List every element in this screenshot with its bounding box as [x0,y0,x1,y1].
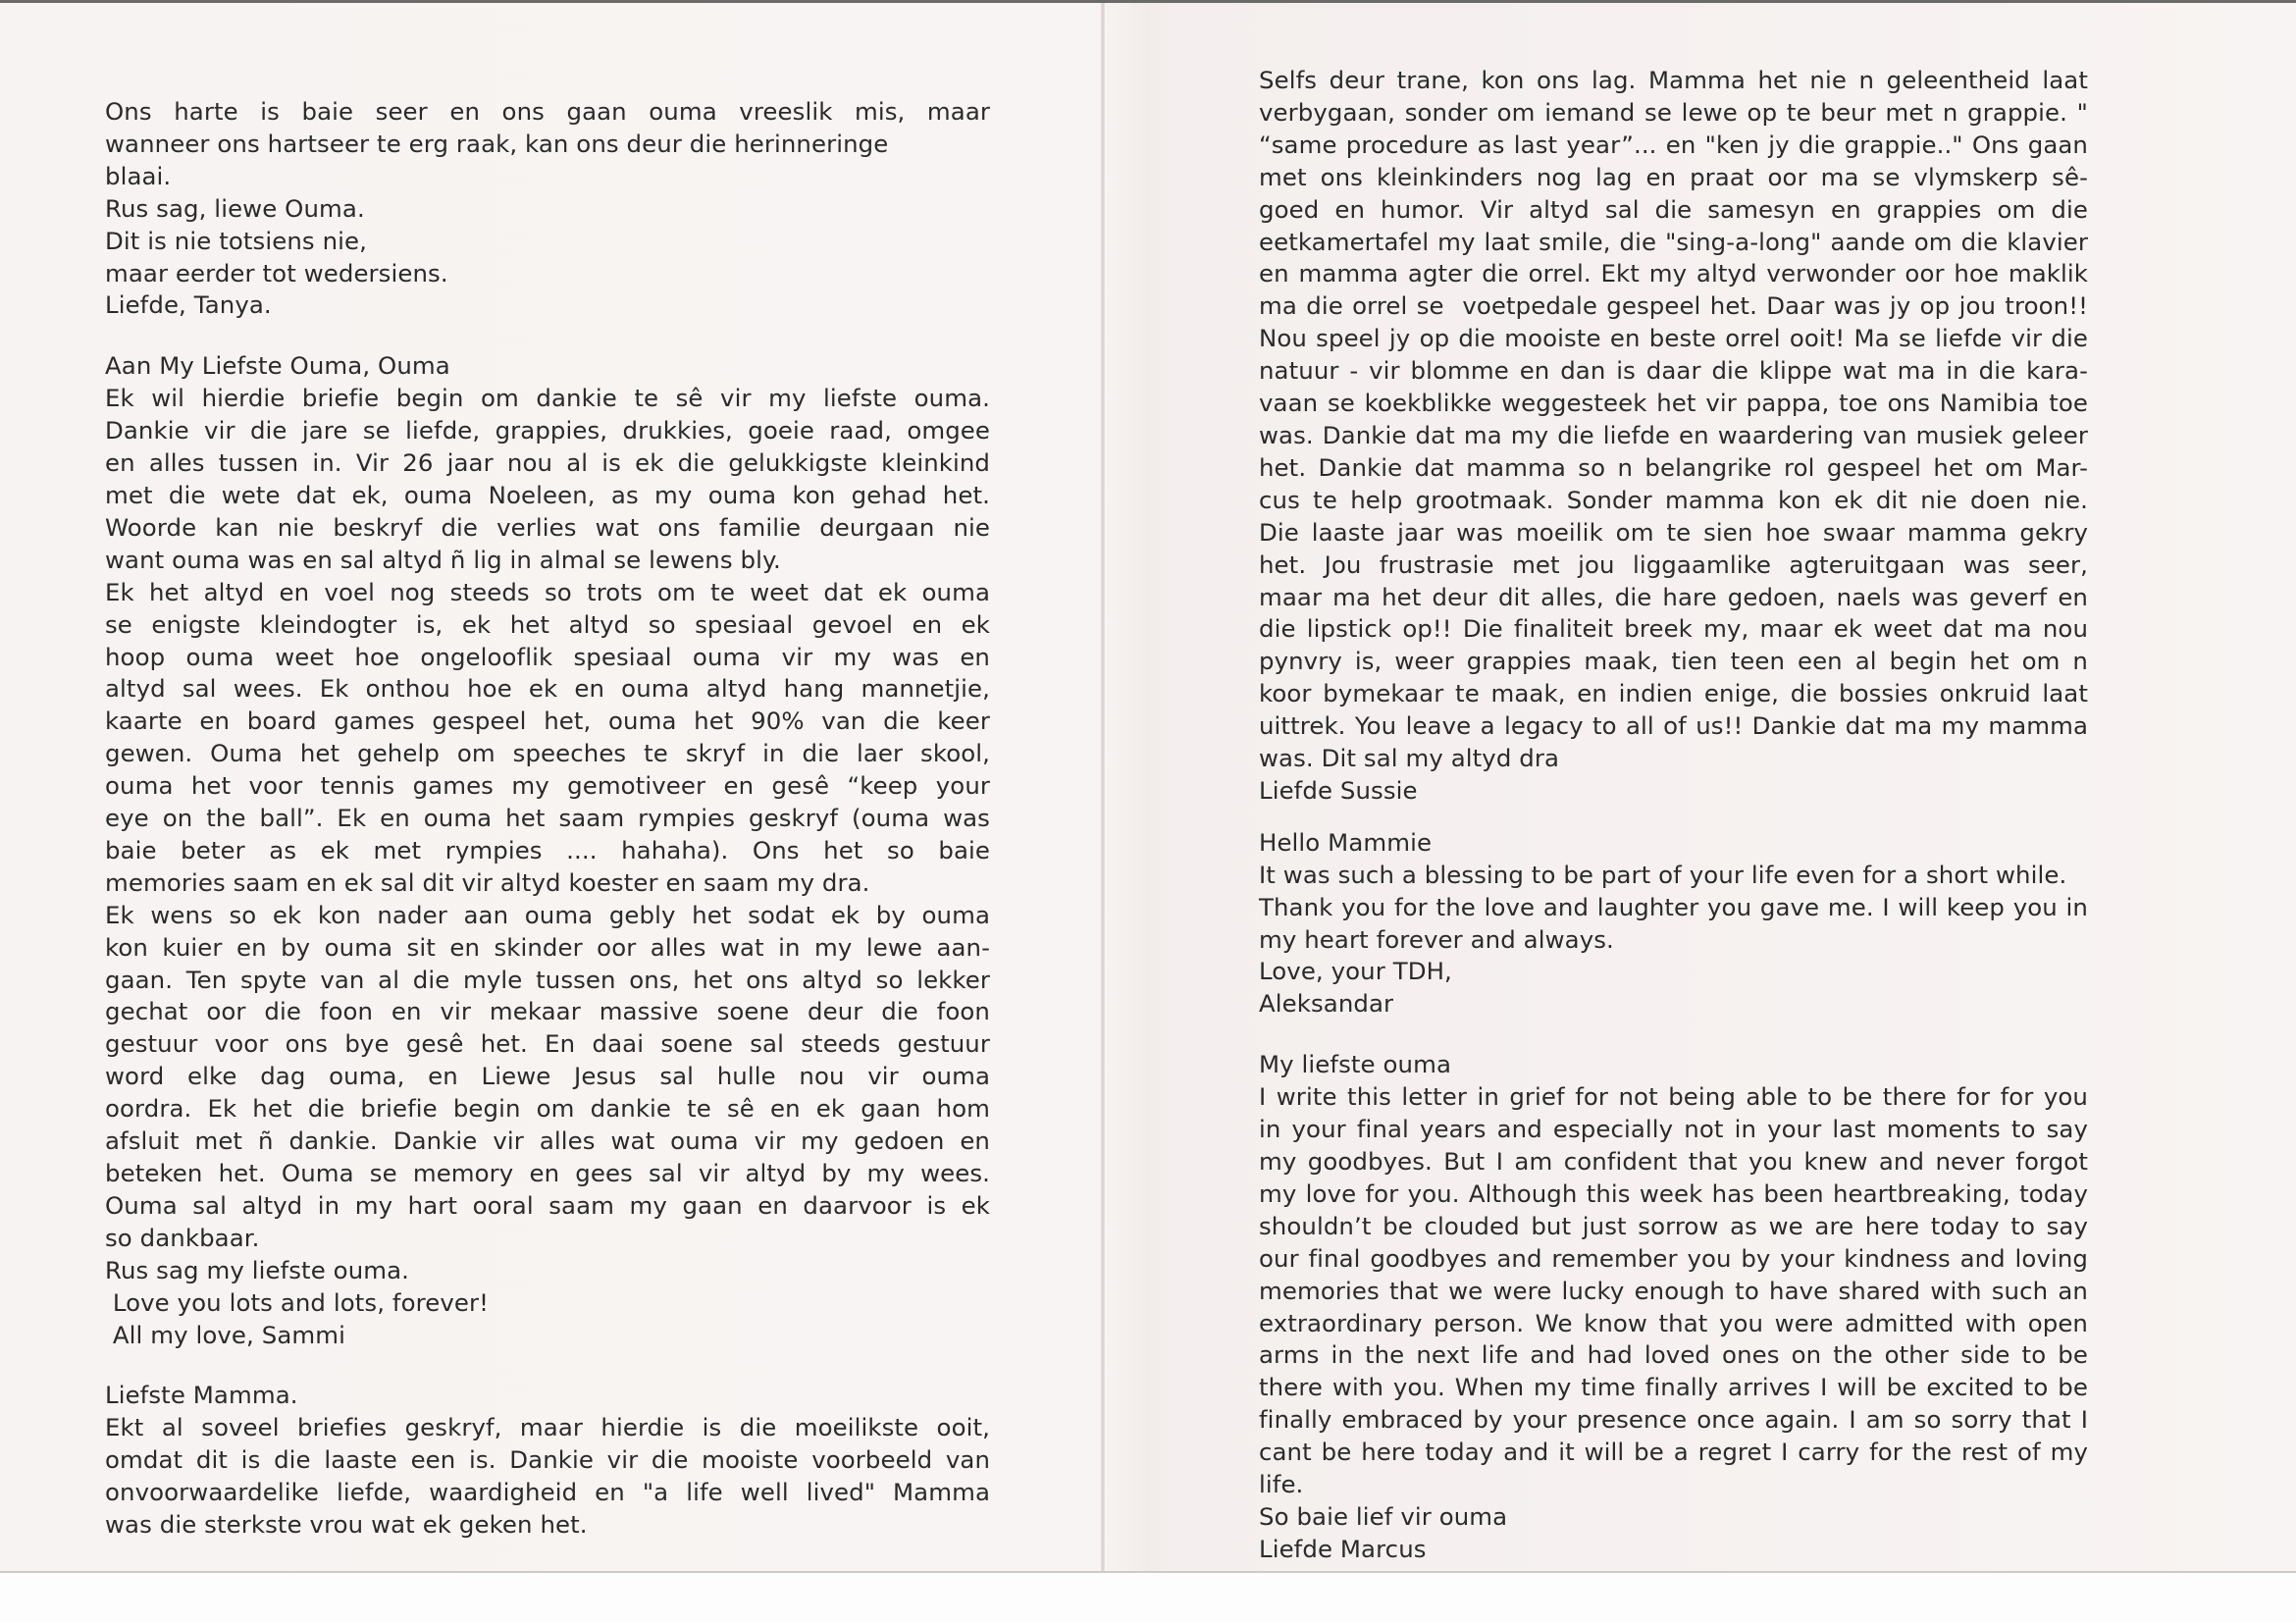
text-line: Ek het altyd en voel nog steeds so trots om te weet dat ek ouma [105,577,990,606]
letter-sussie-part1 [105,1380,990,1542]
text-line: gestuur voor ons bye gesê het. En daai soene sal steeds gestuur [105,1029,990,1059]
text-line: was. Dit sal my altyd dra [1259,744,1560,773]
text-line: was die sterkste vrou wat ek geken het. [105,1510,588,1540]
right-page [1259,65,2088,1566]
letter-aleksandar [1259,827,2088,1021]
text-line: afsluit met ñ dankie. Dankie vir alles wat ouma vir my gedoen en [105,1126,990,1156]
paragraph-gap [105,322,990,350]
text-line: verbygaan, sonder om iemand se lewe op te beur met n grappie. " [1259,97,2088,127]
text-line: gechat oor die foon en vir mekaar massive soene deur die foon [105,997,990,1026]
page-fold [1101,3,1105,1573]
text-line: uittrek. You leave a legacy to all of us!! Dankie dat ma my mamma [1259,711,2088,741]
text-line: want ouma was en sal altyd ñ lig in almal se lewens bly. [105,545,781,574]
text-line: die lipstick op!! Die finaliteit breek my, maar ek weet dat ma nou [1259,614,2088,644]
text-line: en alles tussen in. Vir 26 jaar nou al is ek die gelukkigste kleinkind [105,448,990,478]
text-line: eye on the ball”. Ek en ouma het saam rympies geskryf (ouma was [105,804,990,833]
text-line: my goodbyes. But I am confident that you knew and never forgot [1259,1147,2088,1176]
letter-signature: All my love, Sammi [105,1320,345,1349]
text-line: blaai. [105,161,172,190]
text-line: was. Dankie dat ma my die liefde en waardering van musiek geleer [1259,420,2088,449]
letter-signature: Liefde Sussie [1259,775,1418,805]
text-line: en mamma agter die orrel. Ekt my altyd verwonder oor hoe maklik [1259,259,2088,288]
text-line: hoop ouma weet hoe ongelooflik spesiaal ouma vir my was en [105,642,990,671]
paragraph-gap [1259,808,2088,827]
letter-signature: Liefde Marcus [1259,1534,1427,1563]
text-line: koor bymekaar te maak, en indien enige, die bossies onkruid laat [1259,679,2088,708]
text-line: Dankie vir die jare se liefde, grappies, drukkies, goeie raad, omgee [105,416,990,445]
text-line: Ons harte is baie seer en ons gaan ouma vreeslik mis, maar [105,97,990,126]
letter-signature: Aleksandar [1259,989,1394,1019]
text-line: se enigste kleindogter is, ek het altyd so spesiaal gevoel en ek [105,609,990,639]
text-line: altyd sal wees. Ek onthou hoe ek en ouma altyd hang mannetjie, [105,674,990,704]
letter-greeting: My liefste ouma [1259,1050,1451,1079]
letter-tanya [105,96,990,322]
letter-greeting: Liefste Mamma. [105,1381,298,1410]
text-line: Thank you for the love and laughter you gave me. I will keep you in [1259,892,2088,921]
text-line: in your final years and especially not in your last moments to say [1259,1115,2088,1144]
text-line: memories saam en ek sal dit vir altyd koester en saam my dra. [105,867,870,897]
paragraph-gap [1259,1021,2088,1049]
text-line: Die laaste jaar was moeilik om te sien hoe swaar mamma gekry [1259,517,2088,547]
text-line: finally embraced by your presence once again. I am so sorry that I [1259,1405,2088,1435]
text-line: Woorde kan nie beskryf die verlies wat ons familie deurgaan nie [105,512,990,542]
letter-greeting: Hello Mammie [1259,827,1433,857]
text-line: Ek wens so ek kon nader aan ouma gebly het sodat ek by ouma [105,900,990,929]
letter-sammi [105,350,990,1351]
text-line: our final goodbyes and remember you by your kindness and loving [1259,1243,2088,1273]
text-line: It was such a blessing to be part of your life even for a short while. [1259,860,2067,889]
text-line: extraordinary person. We know that you were admitted with open [1259,1308,2088,1337]
text-line: beteken het. Ouma se memory en gees sal vir altyd by my wees. [105,1159,990,1187]
letter-sussie-part2 [1259,65,2088,808]
text-line: oordra. Ek het die briefie begin om dankie te sê en ek gaan hom [105,1094,990,1124]
text-line: kon kuier en by ouma sit en skinder oor alles wat in my lewe aan- [105,932,990,962]
text-line: omdat dit is die laaste een is. Dankie vir die mooiste voorbeeld van [105,1445,990,1475]
text-line: vaan se koekblikke weggesteek het vir pappa, toe ons Namibia toe [1259,389,2088,418]
text-line: cant be here today and it will be a regret I carry for the rest of my [1259,1438,2088,1467]
text-line: Ouma sal altyd in my hart ooral saam my gaan en daarvoor is ek [105,1190,990,1220]
text-line: Dit is nie totsiens nie, [105,226,367,255]
text-line: shouldn’t be clouded but just sorrow as we are here today to say [1259,1211,2088,1240]
text-line: Ek wil hierdie briefie begin om dankie te sê vir my liefste ouma. [105,384,990,413]
text-line: Love, your TDH, [1259,957,1452,986]
text-line: natuur - vir blomme en dan is daar die klippe wat ma in die kara- [1259,356,2088,386]
text-line: memories that we were lucky enough to have shared with such an [1259,1276,2088,1305]
paper-edge [0,1571,2296,1573]
text-line: maar eerder tot wedersiens. [105,258,448,288]
text-line: met die wete dat ek, ouma Noeleen, as my ouma kon gehad het. [105,480,990,509]
text-line: gewen. Ouma het gehelp om speeches te skryf in die laer skool, [105,739,990,768]
text-line: life. [1259,1470,1304,1499]
text-line: my love for you. Although this week has been heartbreaking, today [1259,1178,2088,1208]
text-line: so dankbaar. [105,1223,260,1252]
paragraph-gap [105,1351,990,1380]
text-line: Nou speel jy op die mooiste en beste orrel ooit! Ma se liefde vir die [1259,324,2088,353]
text-line: I write this letter in grief for not being able to be there for for you [1259,1082,2088,1112]
text-line: Rus sag my liefste ouma. [105,1255,410,1284]
text-line: arms in the next life and had loved ones on the other side to be [1259,1340,2088,1370]
letter-marcus [1259,1049,2088,1566]
text-line: baie beter as ek met rympies .... hahaha). Ons het so baie [105,835,990,864]
text-line: ma die orrel se voetpedale gespeel het. Daar was jy op jou troon!! [1259,291,2088,321]
text-line: ouma het voor tennis games my gemotiveer en gesê “keep your [105,771,990,801]
text-line: het. Dankie dat mamma so n belangrike rol gespeel het om Mar- [1259,452,2088,482]
text-line: So baie lief vir ouma [1259,1501,1508,1531]
text-line: wanneer ons hartseer te erg raak, kan ons deur die herinneringe [105,129,889,158]
text-line: Ekt al soveel briefies geskryf, maar hierdie is die moeilikste ooit, [105,1413,990,1442]
text-line: met ons kleinkinders nog lag en praat oor ma se vlymskerp sê- [1259,162,2088,191]
text-line: goed en humor. Vir altyd sal die samesyn en grappies om die [1259,194,2088,224]
text-line: Love you lots and lots, forever! [105,1287,489,1317]
text-line: pynvry is, weer grappies maak, tien teen een al begin het om n [1259,647,2088,676]
text-line: cus te help grootmaak. Sonder mamma kon ek dit nie doen nie. [1259,485,2088,514]
letter-greeting: Aan My Liefste Ouma, Ouma [105,351,450,381]
text-line: kaarte en board games gespeel het, ouma het 90% van die keer [105,707,990,736]
text-line: word elke dag ouma, en Liewe Jesus sal hulle nou vir ouma [105,1062,990,1091]
text-line: “same procedure as last year”... en "ken jy die grappie.." Ons gaan [1259,130,2088,159]
text-line: eetkamertafel my laat smile, die "sing-a-long" aande om die klavier [1259,227,2088,256]
text-line: Liefde, Tanya. [105,290,272,320]
text-line: gaan. Ten spyte van al die myle tussen ons, het ons altyd so lekker [105,965,990,994]
text-line: maar ma het deur dit alles, die hare gedoen, naels was geverf en [1259,582,2088,611]
left-page [105,96,990,1542]
text-line: het. Jou frustrasie met jou liggaamlike agteruitgaan was seer, [1259,550,2088,579]
text-line: Rus sag, liewe Ouma. [105,193,365,223]
text-line: my heart forever and always. [1259,924,1614,954]
text-line: there with you. When my time finally arrives I will be excited to be [1259,1373,2088,1402]
text-line: Selfs deur trane, kon ons lag. Mamma het nie n geleentheid laat [1259,66,2088,94]
text-line: onvoorwaardelike liefde, waardigheid en "a life well lived" Mamma [105,1478,990,1507]
